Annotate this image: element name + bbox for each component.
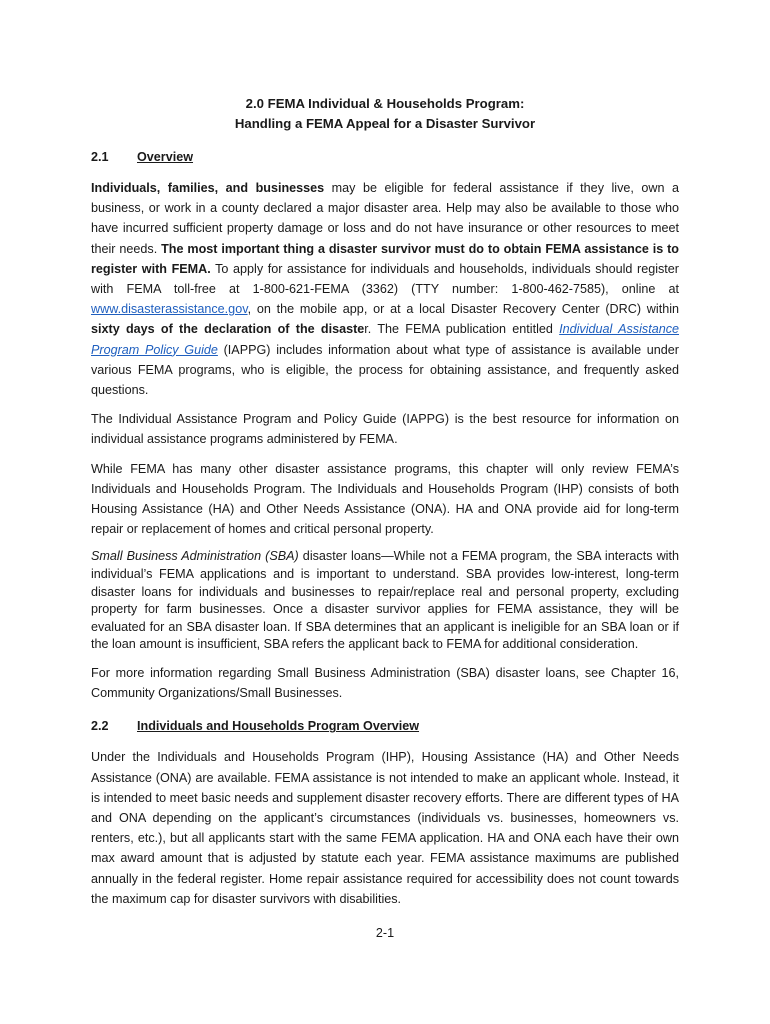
body-text: disaster loans—While not a FEMA program, the SBA interacts with individual’s FEMA applications and is important to understand. SBA provides low-interest, long-term disaster loans for individuals and businesses to repair/replace real and personal property, excluding property for farm businesses. Once a disaster survivor applies for FEMA assistance, they will be evaluated for an SBA disaster loan. If SBA determines that an applicant is ineligible for an SBA loan or if the loan amount is insufficient, SBA refers the applicant back to FEMA for additional consideration. bbox=[91, 549, 679, 652]
policy-guide-link[interactable]: Individual Assistance Program Policy Guide bbox=[91, 322, 680, 357]
bold-emphasis: The most important thing a disaster survivor must do to obtain FEMA assistance is to register with FEMA. bbox=[91, 241, 679, 276]
paragraph-sba-more-info: For more information regarding Small Business Administration (SBA) disaster loans, see Chapter 16, Community Organizations/Small Businesses. bbox=[91, 666, 679, 701]
italic-lead: Small Business Administration (SBA) bbox=[91, 549, 299, 564]
body-text: To apply for assistance for individuals and households, individuals should register with FEMA toll-free at 1-800-621-FEMA (3362) (TTY number: 1-800-462-7585), online at bbox=[91, 261, 679, 297]
title-line-1: 2.0 FEMA Individual & Households Program: bbox=[245, 96, 525, 111]
page-title bbox=[91, 94, 679, 134]
section-title: Individuals and Households Program Overview bbox=[137, 719, 420, 734]
body-text: r. The FEMA publication entitled bbox=[364, 322, 560, 337]
section-2-1-heading bbox=[91, 148, 679, 166]
paragraph-overview-intro bbox=[91, 178, 679, 400]
paragraph-ihp-overview: Under the Individuals and Households Program (IHP), Housing Assistance (HA) and Other Needs Assistance (ONA) are available. FEMA assistance is not intended to make an applicant whole. Instead, it is intended to meet basic needs and supplement disaster recovery efforts. There are different types of HA and ONA depending on the applicant’s circumstances (individuals vs. businesses, homeowners vs. renters, etc.), but all applicants start with the same FEMA application. HA and ONA each have their own max award amount that is adjusted by statute each year. FEMA assistance maximums are published annually in the federal register. Home repair assistance required for accessibility does not count towards the maximum cap for disaster survivors with disabilities. bbox=[91, 750, 679, 906]
section-number: 2.1 bbox=[91, 150, 109, 164]
page-number: 2-1 bbox=[375, 926, 395, 940]
body-text: may be eligible for federal assistance if they live, own a business, or work in a county declared a major disaster area. Help may also be available to those who have incurred sufficient property damage or loss and do not have insurance or other resources to meet their needs. bbox=[91, 181, 679, 256]
bold-deadline: sixty days of the declaration of the disaste bbox=[91, 322, 365, 337]
paragraph-sba bbox=[91, 548, 679, 654]
body-text: (IAPPG) includes information about what type of assistance is available under various FEMA programs, who is eligible, the process for obtaining assistance, and frequently asked questions. bbox=[91, 342, 679, 398]
section-number: 2.2 bbox=[91, 719, 109, 734]
paragraph-iappg: The Individual Assistance Program and Policy Guide (IAPPG) is the best resource for information on individual assistance programs administered by FEMA. bbox=[91, 412, 679, 447]
title-line-2: Handling a FEMA Appeal for a Disaster Survivor bbox=[234, 116, 536, 131]
section-2-2-heading bbox=[91, 717, 679, 735]
paragraph-ihp-summary: While FEMA has many other disaster assistance programs, this chapter will only review FEMA’s Individuals and Households Program. The Individuals and Households Program (IHP) consists of both Housing Assistance (HA) and Other Needs Assistance (ONA). HA and ONA provide aid for long-term repair or replacement of homes and critical personal property. bbox=[91, 461, 679, 537]
body-text: , on the mobile app, or at a local Disaster Recovery Center (DRC) within bbox=[247, 302, 679, 317]
bold-lead: Individuals, families, and businesses bbox=[91, 181, 325, 195]
section-title: Overview bbox=[137, 150, 194, 164]
disaster-assistance-link[interactable]: www.disasterassistance.gov bbox=[91, 302, 248, 317]
